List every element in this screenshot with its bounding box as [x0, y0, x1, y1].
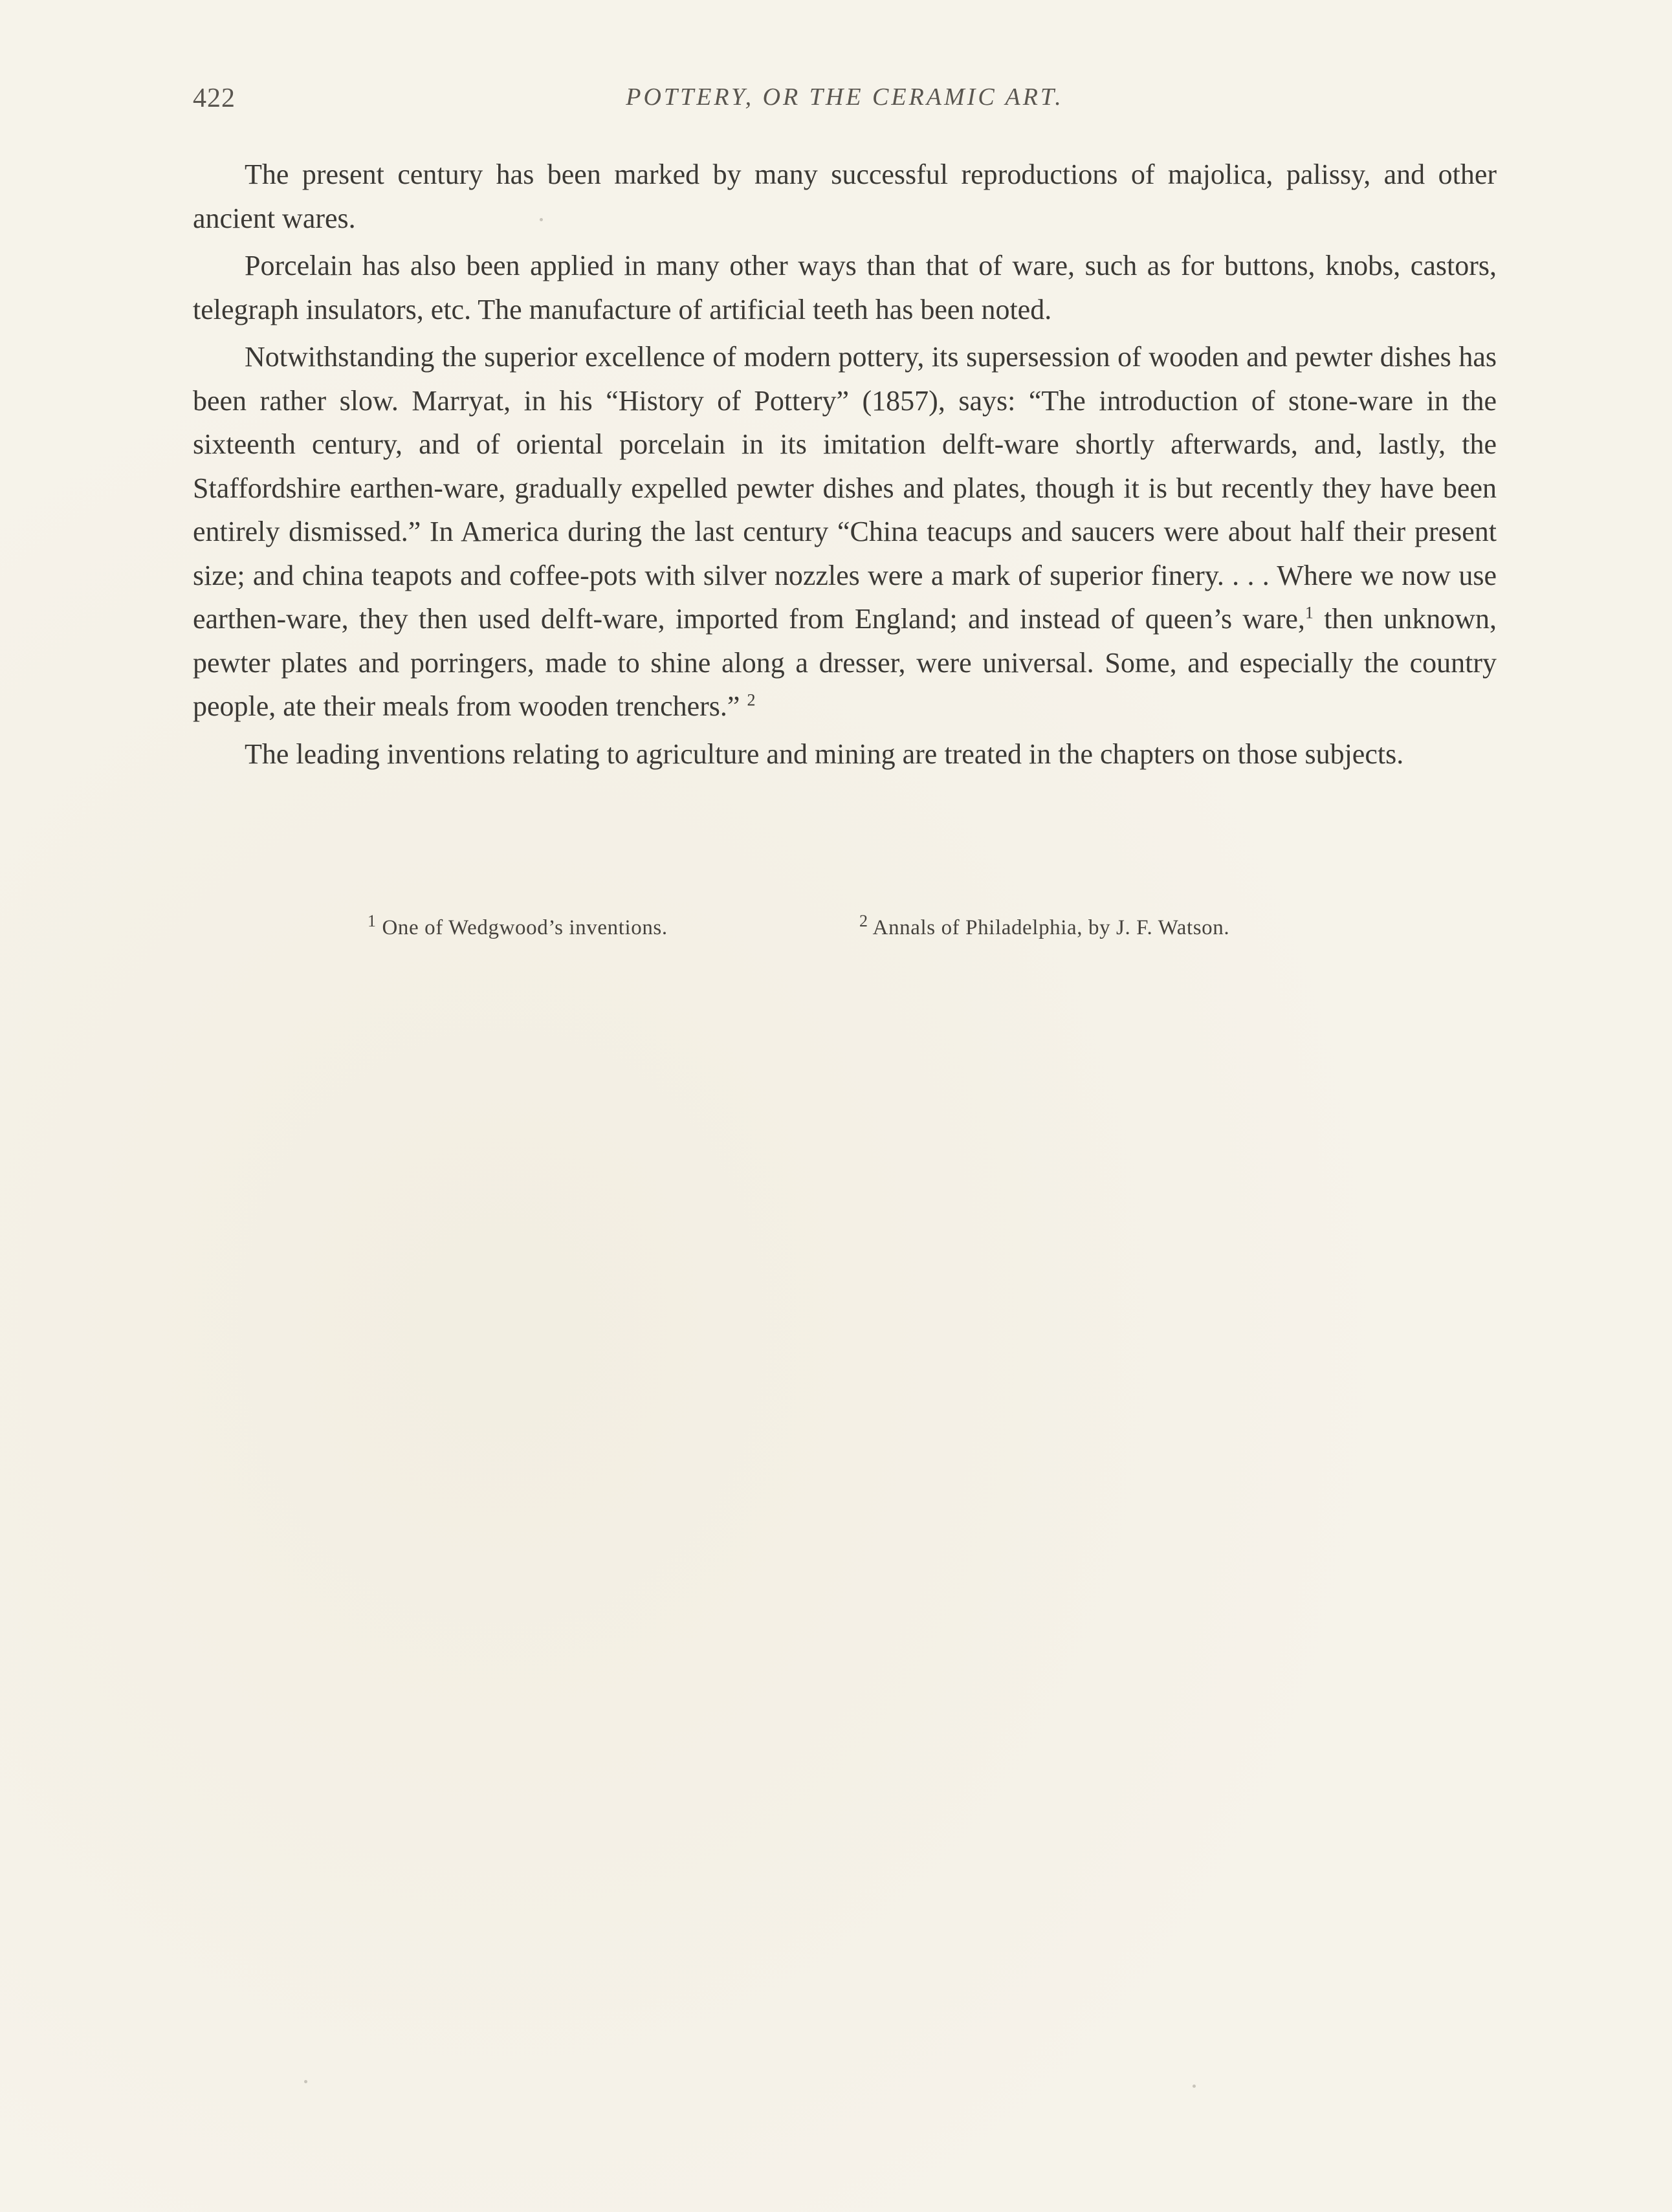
body-text — [193, 153, 1497, 780]
paragraph-supersession — [193, 335, 1497, 728]
footnote-1 — [368, 912, 668, 940]
paragraph-inventions: The leading inventions relating to agriculture and mining are treated in the chapters on those subjects. — [245, 738, 1404, 770]
footnote-ref-2[interactable]: 2 — [747, 690, 756, 710]
running-title: POTTERY, OR THE CERAMIC ART. — [626, 83, 1064, 111]
paragraph-reproductions: The present century has been marked by many successful reproductions of majolica, palissy, and other ancient wares. — [193, 159, 1497, 234]
footnotes — [193, 912, 1497, 948]
footnote-marker: 1 — [368, 912, 377, 930]
footnote-text: One of Wedgwood’s inventions. — [382, 916, 668, 939]
ink-speck — [540, 218, 543, 221]
footnote-marker: 2 — [859, 912, 868, 930]
footnote-ref-1[interactable]: 1 — [1304, 603, 1314, 622]
page-number: 422 — [193, 83, 236, 113]
footnote-text: Annals of Philadelphia, by J. F. Watson. — [872, 916, 1230, 939]
footnote-2 — [859, 912, 1230, 940]
ink-speck — [1193, 2085, 1196, 2088]
paragraph-text: then unknown, pewter plates and porringers, made to shine along a dresser, were universal. Some, and especially the country people, ate their meals from wooden trenchers.” — [193, 603, 1497, 722]
ink-speck — [304, 2080, 307, 2083]
paragraph-porcelain: Porcelain has also been applied in many other ways than that of ware, such as for buttons, knobs, castors, telegraph insulators, etc. The manufacture of artificial teeth has been noted. — [193, 250, 1497, 325]
running-head — [193, 83, 1497, 122]
paragraph-text: Notwithstanding the superior excellence of modern pottery, its supersession of wooden and pewter dishes has been rather slow. Marryat, in his “History of Pottery” (1857), says: “The introduction of stone-ware in the sixteenth century, and of oriental porcelain in its imitation delft-ware shortly afterwards, and, lastly, the Staffordshire earthen-ware, gradually expelled pewter dishes and plates, though it is but recently they have been entirely dismissed.” In America during the last century “China teacups and saucers were about half their present size; and china teapots and coffee-pots with silver nozzles were a mark of superior finery. . . . Where we now use earthen-ware, they then used delft-ware, imported from England; and instead of queen’s ware, — [193, 341, 1497, 635]
